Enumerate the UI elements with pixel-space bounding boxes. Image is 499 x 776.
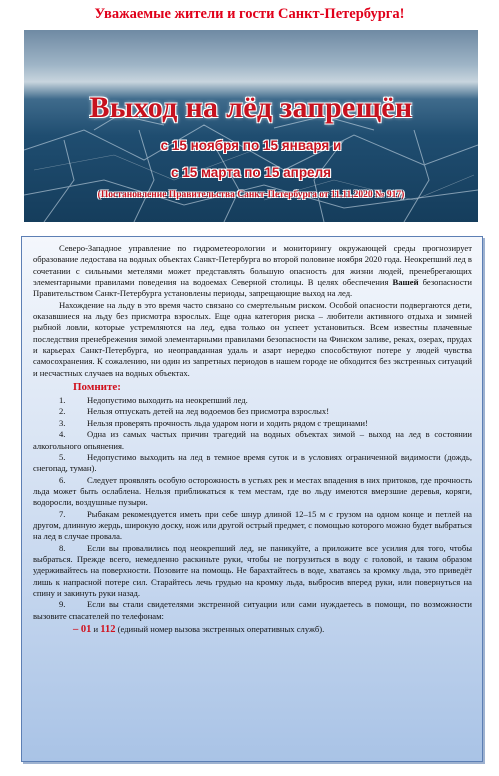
rule-text: Если вы стали свидетелями экстренной ситуации или сами нуждаетесь в помощи, по возможности вызовите спасателей по телефонам: — [33, 599, 472, 621]
rule-text: Недопустимо выходить на неокрепший лед. — [87, 395, 248, 406]
banner-dates-1: с 15 ноября по 15 января и — [160, 138, 342, 153]
remember-heading: Помните: — [73, 381, 121, 394]
rule-text: Нельзя отпускать детей на лед водоемов без присмотра взрослых! — [87, 406, 330, 417]
rule-item — [33, 429, 472, 452]
phone-01: 01 — [80, 624, 92, 635]
intro-text-1: Северо-Западное управление по гидрометеорологии и мониторингу окружающей среды прогнозирует образование ледостава на водных объектах Санкт-Петербурга во второй половине ноября 2020 года. Неокрепший лед в сочетании с сильными метелями может представлять большую опасность для жизни людей, пренебрегающих элементарными правилами поведения на водоемах Северной столицы. В целях обеспечения — [33, 243, 472, 288]
rule-number: 5. — [59, 451, 66, 462]
info-panel — [21, 236, 483, 762]
banner-title: Выход на лёд запрещён — [89, 91, 413, 124]
risk-paragraph: Нахождение на льду в это время часто связано со смертельным риском. Особой опасности подвергаются дети, оказавшиеся на льду без присмотра взрослых. Еще одна категория риска – любители активного отдыха и зимней рыбной ловли, которые устремляются на лед, едва только он успеет установиться. Всем известны плачевные последствия пренебрежения зимой элементарными правилами безопасности на Финском заливе, реках, озерах, прудах и карьерах Санкт-Петербурга, но неоправданная удаль и азарт нередко способствуют потере у людей чувства самосохранения. К сожалению, ни один из запретных периодов в нашем городе не обходится без экстренных ситуаций и несчастных случаев на водных объектах. — [33, 299, 472, 378]
rule-number: 8. — [59, 542, 66, 553]
rule-text: Одна из самых частых причин трагедий на водных объектах зимой – выход на лед в состоянии алкогольного опьянения. — [33, 429, 472, 451]
rule-text: Нельзя проверять прочность льда ударом ноги и ходить рядом с трещинами! — [87, 417, 368, 428]
rule-item — [33, 395, 472, 406]
rule-number: 1. — [59, 395, 66, 406]
phone-dash: – — [73, 624, 81, 635]
phone-112: 112 — [100, 624, 116, 635]
rule-item — [33, 452, 472, 475]
rule-text: Если вы провалились под неокрепший лед, не паникуйте, а приложите все усилия для того, чтобы выбраться. Прежде всего, немедленно раскиньте руки, чтобы не погрузиться в воду с головой, и таким образом удерживайтесь на поверхности. Позовите на помощь. Не барахтайтесь в воде, хватаясь за кромку льда, это приведёт лишь к напрасной потере сил. Старайтесь лечь грудью на кромку льда, выбросив вперед руки, или повернуться на спину и закинуть руки назад. — [33, 542, 472, 598]
rule-item — [33, 599, 472, 622]
page-title: Уважаемые жители и гости Санкт-Петербурга! — [94, 6, 405, 22]
phone-note: (единый номер вызова экстренных оперативных служб). — [115, 624, 325, 634]
rule-item — [33, 406, 472, 417]
intro-text-2: безопасности Правительством Санкт-Петербурга установлены периоды, запрещающие выход на лед. — [33, 277, 472, 299]
rule-text: Недопустимо выходить на лед в темное время суток и в условиях ограниченной видимости (дождь, снегопад, туман). — [33, 451, 472, 474]
rule-number: 4. — [59, 429, 66, 440]
rule-text: Следует проявлять особую осторожность в устьях рек и местах впадения в них притоков, где прочность льда может быть ослаблена. Нельзя приближаться к тем местам, где во льду имеются вмерзшие деревья, коряги, водоросли, воздушные пузыри. — [33, 474, 472, 508]
rule-item — [33, 475, 472, 509]
emergency-phones — [73, 624, 472, 635]
rule-item — [33, 418, 472, 429]
rule-number: 2. — [59, 406, 66, 417]
rule-number: 7. — [59, 508, 66, 519]
rule-item — [33, 509, 472, 543]
rule-text: Рыбакам рекомендуется иметь при себе шнур длиной 12–15 м с грузом на одном конце и петлей на другом, длинную жердь, широкую доску, нож или другой острый предмет, с помощью которого можно будет выбраться на лед в случае провала. — [33, 508, 472, 542]
banner-decree: (Постановление Правительства Санкт-Петербурга от 11.11.2020 № 917) — [97, 190, 405, 200]
rule-number: 3. — [59, 417, 66, 428]
banner-dates-2: с 15 марта по 15 апреля — [170, 165, 332, 180]
rule-number: 6. — [59, 474, 66, 485]
rule-number: 9. — [59, 599, 66, 610]
phone-and: и — [91, 624, 101, 634]
intro-paragraph — [33, 243, 472, 300]
intro-text-bold: Вашей — [392, 277, 419, 288]
ice-banner-image — [24, 30, 478, 222]
rule-item — [33, 543, 472, 600]
